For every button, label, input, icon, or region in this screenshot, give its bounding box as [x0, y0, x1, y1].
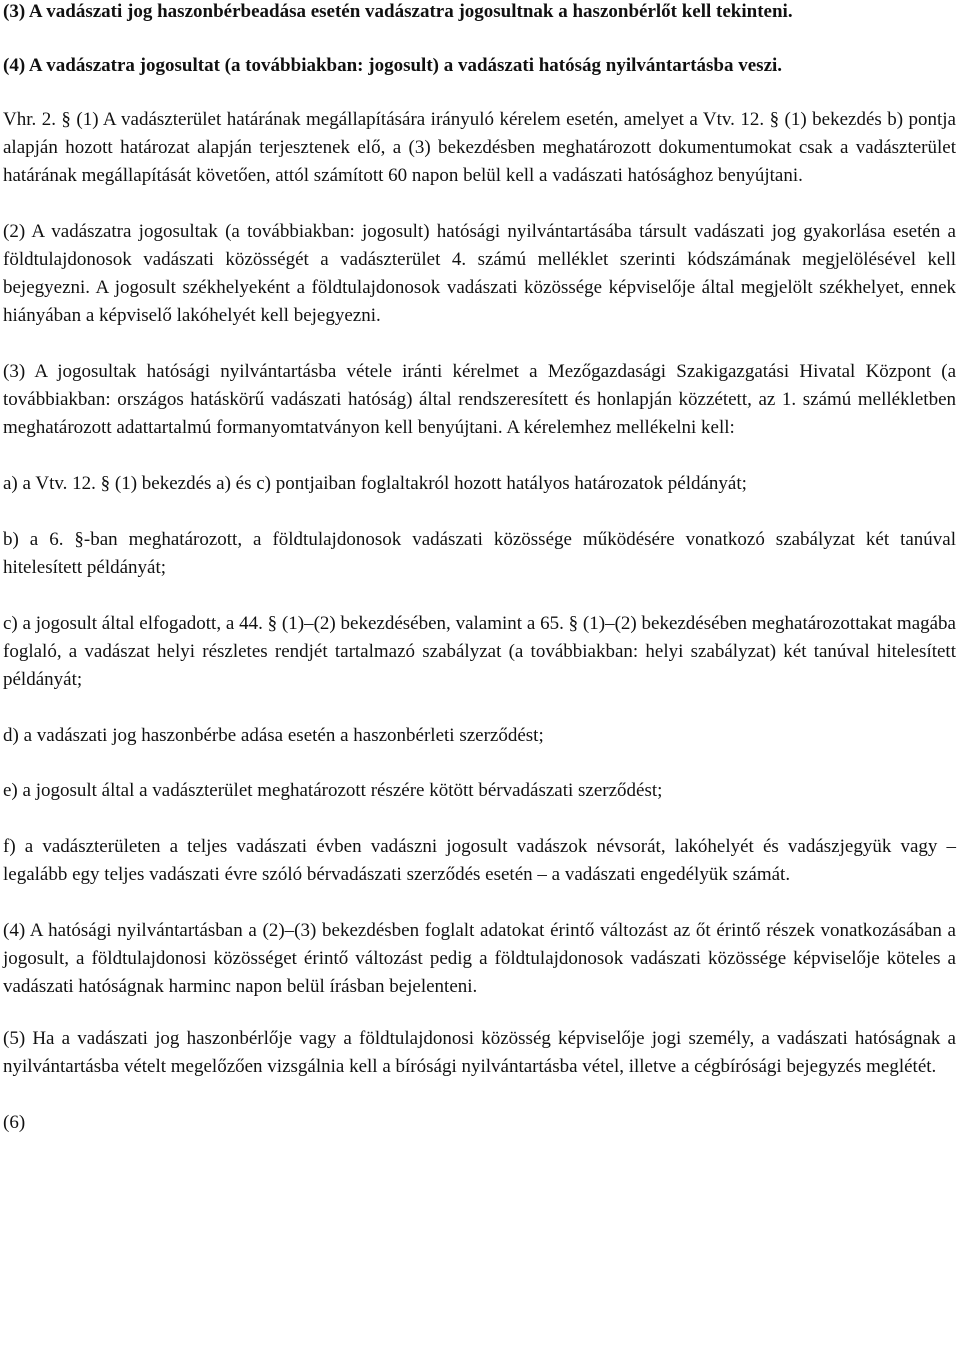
list-item-b: b) a 6. §-ban meghatározott, a földtulajdonosok vadászati közössége működésére vonatkozó szabályzat két tanúval hitelesített példányát;: [3, 529, 956, 578]
paragraph-5-legal-person: (5) Ha a vadászati jog haszonbérlője vagy a földtulajdonosi közösség képviselője jogi személy, a vadászati hatóságnak a nyilvántartásba vételt megelőzően vizsgálnia kell a bírósági nyilvántartásba vétel, illetve a cégbírósági bejegyzés meglétét.: [3, 1028, 956, 1077]
paragraph-3-lease: (3) A vadászati jog haszonbérbeadása esetén vadászatra jogosultnak a haszonbérlőt kell tekinteni.: [3, 1, 793, 22]
list-item-f: f) a vadászterületen a teljes vadászati évben vadászni jogosult vadászok névsorát, lakóhelyét és vadászjegyük vagy – legalább egy teljes vadászati évre szóló bérvadászati szerződés esetén – a vadászati engedélyük számát.: [3, 836, 956, 885]
list-item-d: d) a vadászati jog haszonbérbe adása esetén a haszonbérleti szerződést;: [3, 725, 544, 746]
list-item-a: a) a Vtv. 12. § (1) bekezdés a) és c) pontjaiban foglaltakról hozott hatályos határozatok példányát;: [3, 473, 747, 494]
paragraph-6-heading: (6): [3, 1112, 26, 1133]
paragraph-2-registry: (2) A vadászatra jogosultak (a továbbiakban: jogosult) hatósági nyilvántartásába társult vadászati jog gyakorlása esetén a földtulajdonosok vadászati közösségét a vadászterület 4. számú melléklet szerinti kódszámának megjelölésével kell bejegyezni. A jogosult székhelyeként a földtulajdonosok vadászati közössége képviselője által megjelölt székhelyet, ennek hiányában a képviselő lakóhelyét kell bejegyezni.: [3, 221, 956, 326]
list-item-e: e) a jogosult által a vadászterület meghatározott részére kötött bérvadászati szerződést;: [3, 780, 663, 801]
document-page: [3, 0, 956, 1137]
paragraph-3-application: (3) A jogosultak hatósági nyilvántartásba vétele iránti kérelmet a Mezőgazdasági Szakigazgatási Hivatal Központ (a továbbiakban: országos hatáskörű vadászati hatóság) által rendszeresített és honlapján közzétett, az 1. számú mellékletben meghatározott adattartalmú formanyomtatványon kell benyújtani. A kérelemhez mellékelni kell:: [3, 361, 956, 438]
paragraph-4-registration: (4) A vadászatra jogosultat (a továbbiakban: jogosult) a vadászati hatóság nyilvántartásba veszi.: [3, 55, 783, 76]
paragraph-4-changes: (4) A hatósági nyilvántartásban a (2)–(3) bekezdésben foglalt adatokat érintő változást az őt érintő részek vonatkozásában a jogosult, a földtulajdonosi közösséget érintő változást pedig a földtulajdonosok vadászati közössége képviselője köteles a vadászati hatóságnak harminc napon belül írásban bejelenteni.: [3, 920, 956, 997]
paragraph-vhr-2-1: Vhr. 2. § (1) A vadászterület határának megállapítására irányuló kérelem esetén, amelyet a Vtv. 12. § (1) bekezdés b) pontja alapján hozott határozat alapján terjesztenek elő, a (3) bekezdésben meghatározott dokumentumokat csak a vadászterület határának megállapítását követően, attól számított 60 napon belül kell a vadászati hatósághoz benyújtani.: [3, 109, 956, 186]
list-item-c: c) a jogosult által elfogadott, a 44. § (1)–(2) bekezdésében, valamint a 65. § (1)–(2) bekezdésében meghatározottakat magába foglaló, a vadászat helyi részletes rendjét tartalmazó szabályzat (a továbbiakban: helyi szabályzat) két tanúval hitelesített példányát;: [3, 613, 956, 690]
